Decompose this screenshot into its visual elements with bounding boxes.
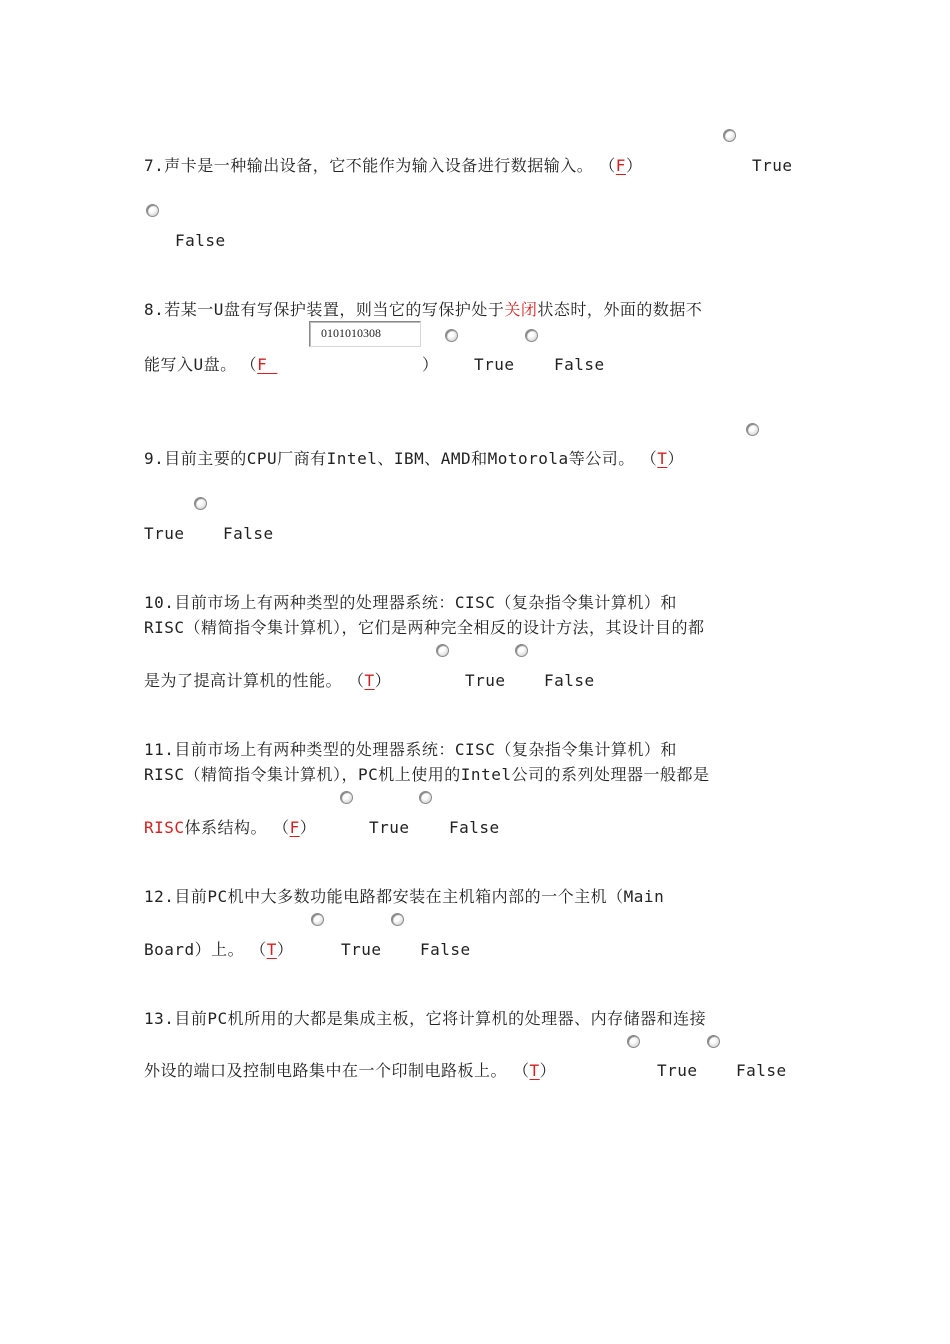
false-label: False [223, 524, 274, 543]
false-label: False [449, 818, 500, 837]
true-radio[interactable] [340, 791, 353, 804]
true-radio[interactable] [436, 644, 449, 657]
question-text-line-1: 11.目前市场上有两种类型的处理器系统：CISC（复杂指令集计算机）和 [144, 740, 677, 759]
false-radio[interactable] [707, 1035, 720, 1048]
true-label: True [465, 671, 506, 690]
answer-mark: T [529, 1061, 540, 1080]
false-radio[interactable] [194, 497, 207, 510]
true-radio[interactable] [627, 1035, 640, 1048]
true-radio[interactable] [746, 423, 759, 436]
question-text-line-3: RISC体系结构。 （F） [144, 818, 317, 837]
question-text-line-1: 8.若某一U盘有写保护装置，则当它的写保护处于关闭状态时，外面的数据不 [144, 300, 703, 319]
question-text-line-2: Board）上。 （T） [144, 940, 294, 959]
question-text-line-2: RISC（精简指令集计算机），它们是两种完全相反的设计方法，其设计目的都 [144, 618, 705, 637]
question-text-line-3: 是为了提高计算机的性能。 （T） [144, 671, 392, 690]
highlight-text: RISC [144, 818, 185, 837]
false-label: False [175, 231, 226, 250]
false-label: False [736, 1061, 787, 1080]
answer-mark: F [615, 156, 626, 175]
answer-mark: T [266, 940, 277, 959]
false-label: False [554, 355, 605, 374]
question-text: 9.目前主要的CPU厂商有Intel、IBM、AMD和Motorola等公司。 （T） [144, 449, 684, 468]
question-text-line-1: 13.目前PC机所用的大都是集成主板，它将计算机的处理器、内存储器和连接 [144, 1009, 707, 1028]
false-radio[interactable] [419, 791, 432, 804]
false-radio[interactable] [146, 204, 159, 217]
false-radio[interactable] [391, 913, 404, 926]
question-text-line-2: RISC（精简指令集计算机），PC机上使用的Intel公司的系列处理器一般都是 [144, 765, 710, 784]
true-radio[interactable] [311, 913, 324, 926]
answer-mark: F [289, 818, 300, 837]
question-text-line-1: 12.目前PC机中大多数功能电路都安装在主机箱内部的一个主机（Main [144, 887, 665, 906]
true-label: True [474, 355, 515, 374]
answer-input[interactable]: 0101010308 [309, 321, 421, 347]
false-radio[interactable] [525, 329, 538, 342]
question-text-line-1: 10.目前市场上有两种类型的处理器系统：CISC（复杂指令集计算机）和 [144, 593, 677, 612]
answer-mark: T [657, 449, 668, 468]
false-radio[interactable] [515, 644, 528, 657]
question-text-line-2: 能写入U盘。 （F [144, 355, 277, 375]
true-label: True [752, 156, 793, 175]
question-text-line-2: 外设的端口及控制电路集中在一个印制电路板上。 （T） [144, 1061, 557, 1080]
false-label: False [544, 671, 595, 690]
true-label: True [369, 818, 410, 837]
true-label: True [144, 524, 185, 543]
true-radio[interactable] [723, 129, 736, 142]
true-radio[interactable] [445, 329, 458, 342]
true-label: True [657, 1061, 698, 1080]
false-label: False [420, 940, 471, 959]
question-text: 7.声卡是一种输出设备，它不能作为输入设备进行数据输入。 （F） [144, 156, 643, 175]
highlight-text: 关闭 [504, 300, 538, 319]
answer-mark: F [257, 355, 268, 374]
true-label: True [341, 940, 382, 959]
answer-mark: T [364, 671, 375, 690]
